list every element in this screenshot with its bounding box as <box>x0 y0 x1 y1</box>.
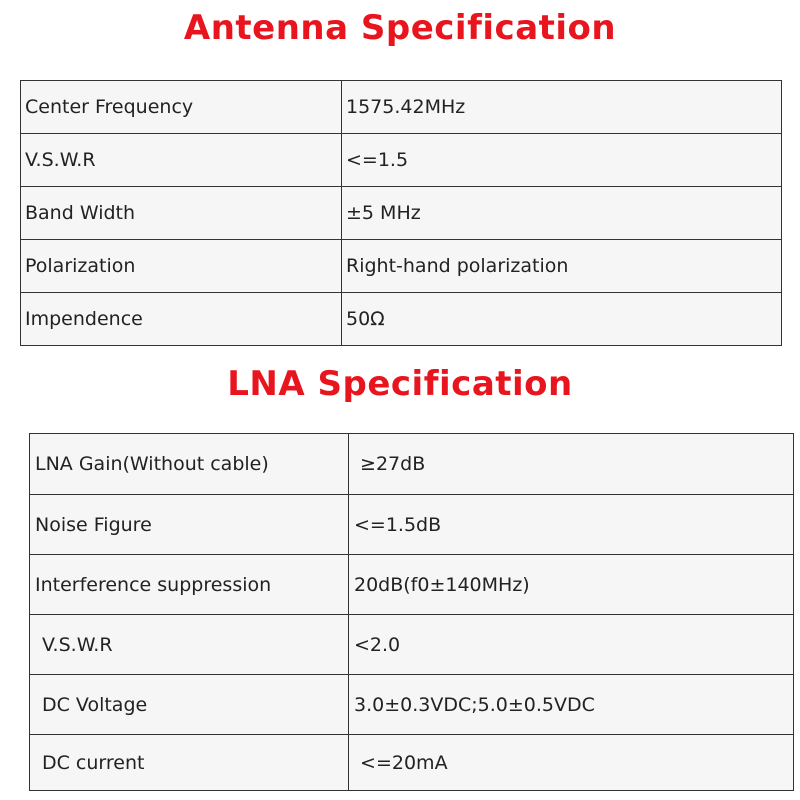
table-row <box>30 735 794 791</box>
spec-value: <=1.5 <box>342 134 782 187</box>
spec-value: <=1.5dB <box>349 495 794 555</box>
antenna-specification-table <box>20 80 782 346</box>
lna-specification-title: LNA Specification <box>227 364 573 404</box>
spec-value: Right-hand polarization <box>342 240 782 293</box>
spec-value: <=20mA <box>349 735 794 791</box>
table-row <box>30 495 794 555</box>
spec-value: <2.0 <box>349 615 794 675</box>
spec-label: LNA Gain(Without cable) <box>30 434 349 495</box>
table-row <box>21 240 782 293</box>
table-row <box>21 134 782 187</box>
spec-value: 20dB(f0±140MHz) <box>349 555 794 615</box>
spec-label: V.S.W.R <box>30 615 349 675</box>
spec-label: Interference suppression <box>30 555 349 615</box>
spec-label: Polarization <box>21 240 342 293</box>
antenna-specification-title: Antenna Specification <box>183 8 617 48</box>
spec-value: ±5 MHz <box>342 187 782 240</box>
spec-value: ≥27dB <box>349 434 794 495</box>
spec-value: 3.0±0.3VDC;5.0±0.5VDC <box>349 675 794 735</box>
spec-label: Noise Figure <box>30 495 349 555</box>
spec-label: V.S.W.R <box>21 134 342 187</box>
spec-label: DC current <box>30 735 349 791</box>
spec-label: Band Width <box>21 187 342 240</box>
spec-value: 1575.42MHz <box>342 81 782 134</box>
spec-label: Center Frequency <box>21 81 342 134</box>
spec-label: DC Voltage <box>30 675 349 735</box>
table-row <box>21 293 782 346</box>
table-row <box>30 675 794 735</box>
spec-label: Impendence <box>21 293 342 346</box>
spec-value: 50Ω <box>342 293 782 346</box>
lna-specification-table <box>29 433 794 791</box>
table-row <box>21 81 782 134</box>
table-row <box>30 615 794 675</box>
table-row <box>30 434 794 495</box>
table-row <box>21 187 782 240</box>
table-row <box>30 555 794 615</box>
